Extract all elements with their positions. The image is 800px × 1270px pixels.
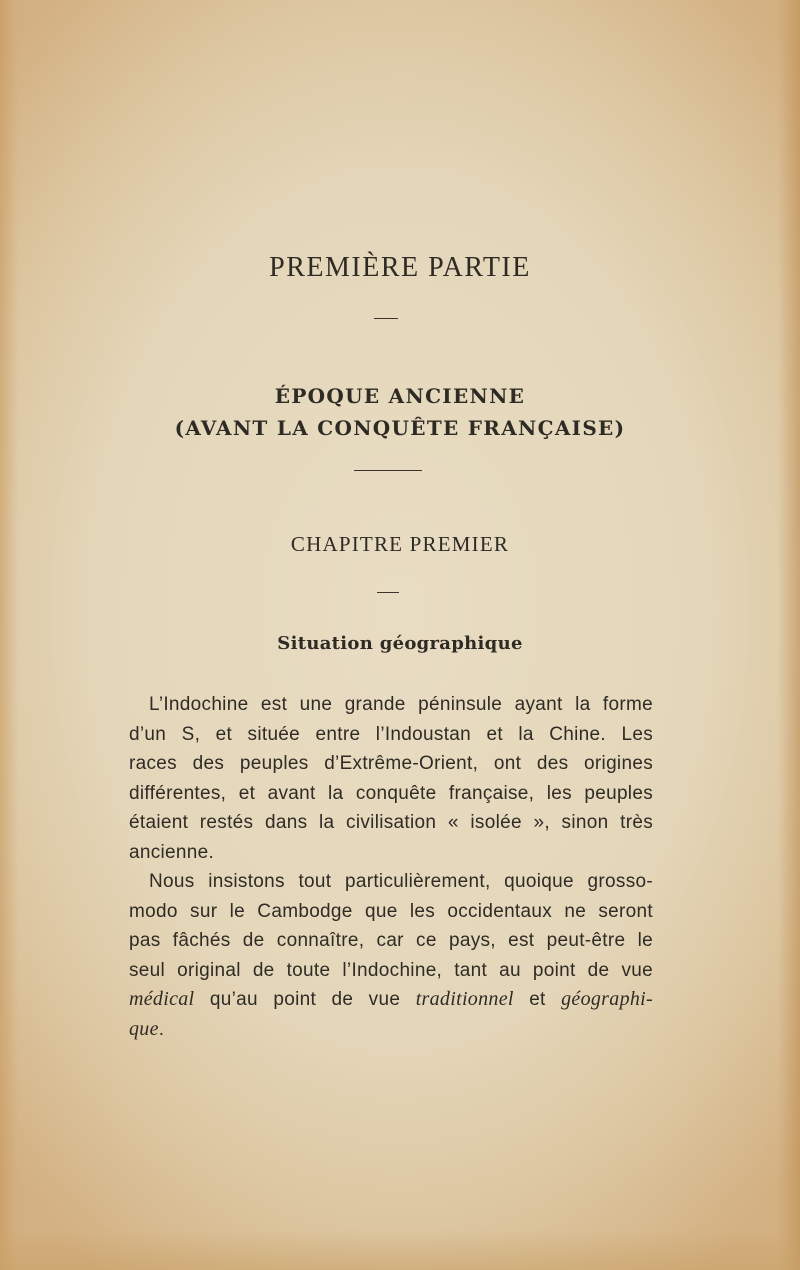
paragraph-line-mixed: [129, 1015, 653, 1045]
italic-word: traditionnel: [415, 988, 514, 1010]
divider-rule: [377, 592, 399, 593]
paragraph-line: pas fâchés de connaître, car ce pays, est peut-être le: [129, 930, 653, 951]
paragraph-line: d’un S, et située entre l’Indoustan et la Chine. Les: [129, 723, 653, 745]
paragraph-line: L’Indochine est une grande péninsule ayant la forme: [149, 694, 653, 715]
divider-rule: [354, 470, 422, 471]
text-run: qu’au point de vue: [194, 989, 416, 1010]
paragraph-line-mixed: [129, 985, 653, 1015]
page-edge-bottom: [0, 1230, 800, 1270]
italic-word: géographi-: [561, 988, 653, 1010]
paragraph-line: Nous insistons tout particulièrement, quoique grosso-: [149, 871, 653, 892]
paragraph-line: seul original de toute l’Indochine, tant au point de vue: [129, 959, 653, 981]
paragraph-line: modo sur le Cambodge que les occidentaux ne seront: [129, 900, 653, 922]
chapter-title: CHAPITRE PREMIER: [290, 532, 510, 556]
epoch-subtitle: (AVANT LA CONQUÊTE FRANÇAISE): [174, 416, 626, 440]
paragraph-line: différentes, et avant la conquête française, les peuples: [129, 782, 653, 804]
epoch-title: ÉPOQUE ANCIENNE: [274, 384, 526, 408]
italic-word: médical: [129, 988, 195, 1010]
text-run: .: [158, 1018, 165, 1040]
paragraph-line: étaient restés dans la civilisation « isolée », sinon très: [129, 812, 653, 833]
part-title: PREMIÈRE PARTIE: [269, 252, 531, 283]
section-title: Situation géographique: [277, 633, 523, 654]
text-run: et: [513, 989, 562, 1010]
paragraph-line: ancienne.: [129, 841, 215, 863]
body-text: [129, 690, 653, 1044]
divider-rule: [374, 318, 398, 319]
italic-word: que: [129, 1017, 159, 1040]
paragraph-line: races des peuples d’Extrême-Orient, ont des origines: [129, 753, 653, 774]
